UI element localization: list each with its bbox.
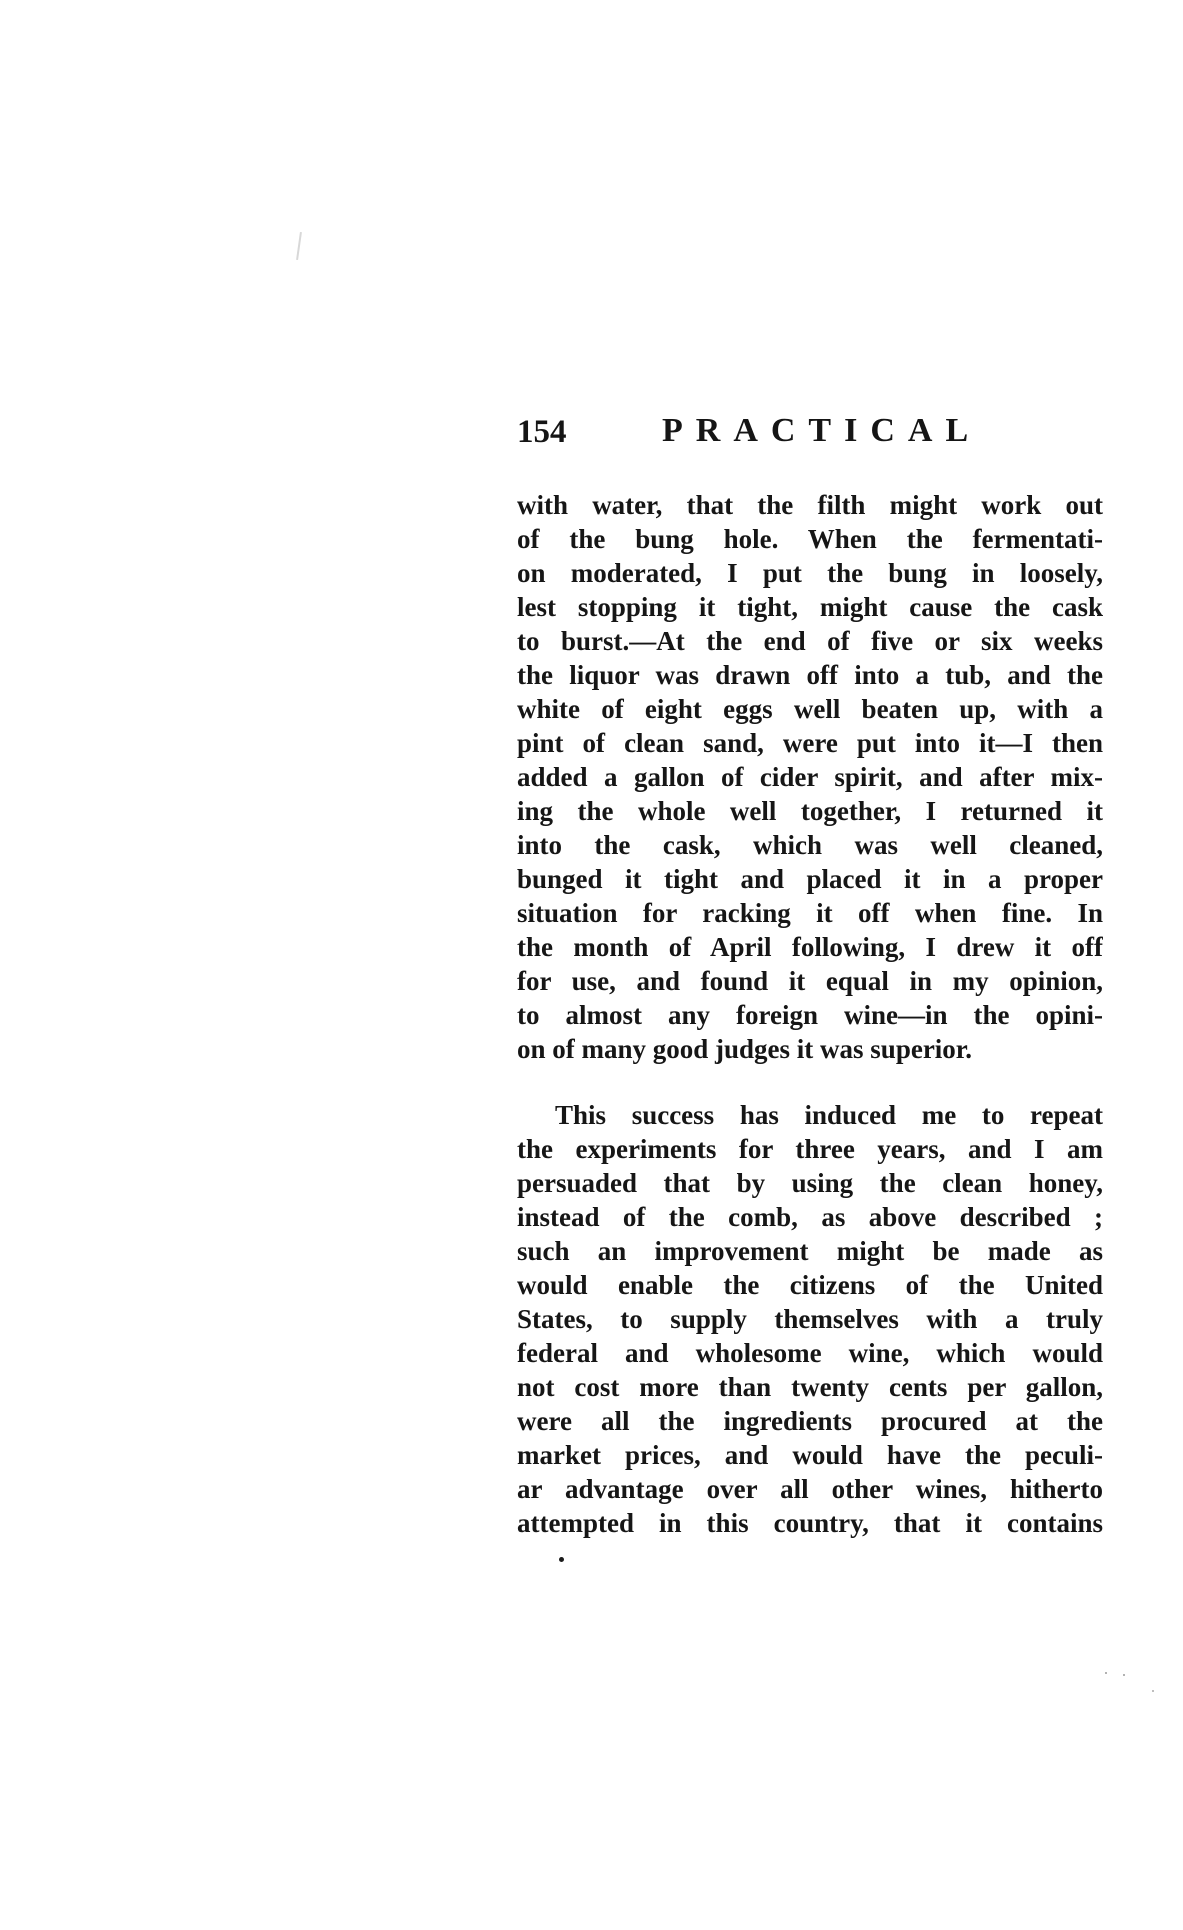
running-title: PRACTICAL bbox=[662, 412, 982, 449]
text-line: to almost any foreign wine—in the opini- bbox=[517, 1000, 1103, 1030]
text-line: States, to supply themselves with a truly bbox=[517, 1304, 1103, 1334]
text-line: with water, that the filth might work out bbox=[517, 490, 1103, 520]
text-line: added a gallon of cider spirit, and after mix- bbox=[517, 762, 1103, 792]
paragraph bbox=[517, 488, 1103, 1066]
ink-speck bbox=[1123, 1674, 1125, 1676]
text-line: on moderated, I put the bung in loosely, bbox=[517, 558, 1103, 588]
paragraph bbox=[517, 1098, 1103, 1540]
text-line: This success has induced me to repeat bbox=[555, 1100, 1103, 1130]
text-line: persuaded that by using the clean honey, bbox=[517, 1168, 1103, 1198]
text-line: situation for racking it off when fine. In bbox=[517, 898, 1103, 928]
text-line: of the bung hole. When the fermentati- bbox=[517, 524, 1103, 554]
page-number: 154 bbox=[517, 414, 567, 450]
text-line: federal and wholesome wine, which would bbox=[517, 1338, 1103, 1368]
text-line: bunged it tight and placed it in a proper bbox=[517, 864, 1103, 894]
text-line: attempted in this country, that it contains bbox=[517, 1508, 1103, 1538]
text-line: for use, and found it equal in my opinion, bbox=[517, 966, 1103, 996]
text-line: such an improvement might be made as bbox=[517, 1236, 1103, 1266]
text-line: ar advantage over all other wines, hitherto bbox=[517, 1474, 1103, 1504]
text-line: pint of clean sand, were put into it—I then bbox=[517, 728, 1103, 758]
text-line: on of many good judges it was superior. bbox=[517, 1034, 973, 1064]
text-line: not cost more than twenty cents per gallon, bbox=[517, 1372, 1103, 1402]
text-line: ing the whole well together, I returned it bbox=[517, 796, 1103, 826]
text-line: were all the ingredients procured at the bbox=[517, 1406, 1103, 1436]
text-line: would enable the citizens of the United bbox=[517, 1270, 1103, 1300]
text-line: to burst.—At the end of five or six weeks bbox=[517, 626, 1103, 656]
ink-speck bbox=[1152, 1690, 1154, 1692]
paper-scratch-mark bbox=[296, 232, 302, 260]
ink-speck bbox=[559, 1557, 564, 1562]
text-line: into the cask, which was well cleaned, bbox=[517, 830, 1103, 860]
text-line: instead of the comb, as above described ; bbox=[517, 1202, 1103, 1232]
text-line: market prices, and would have the peculi- bbox=[517, 1440, 1103, 1470]
text-line: the month of April following, I drew it off bbox=[517, 932, 1103, 962]
ink-speck bbox=[1105, 1672, 1107, 1674]
text-line: white of eight eggs well beaten up, with a bbox=[517, 694, 1103, 724]
text-line: lest stopping it tight, might cause the cask bbox=[517, 592, 1103, 622]
text-line: the liquor was drawn off into a tub, and the bbox=[517, 660, 1103, 690]
running-head bbox=[517, 408, 1003, 456]
text-line: the experiments for three years, and I am bbox=[517, 1134, 1103, 1164]
